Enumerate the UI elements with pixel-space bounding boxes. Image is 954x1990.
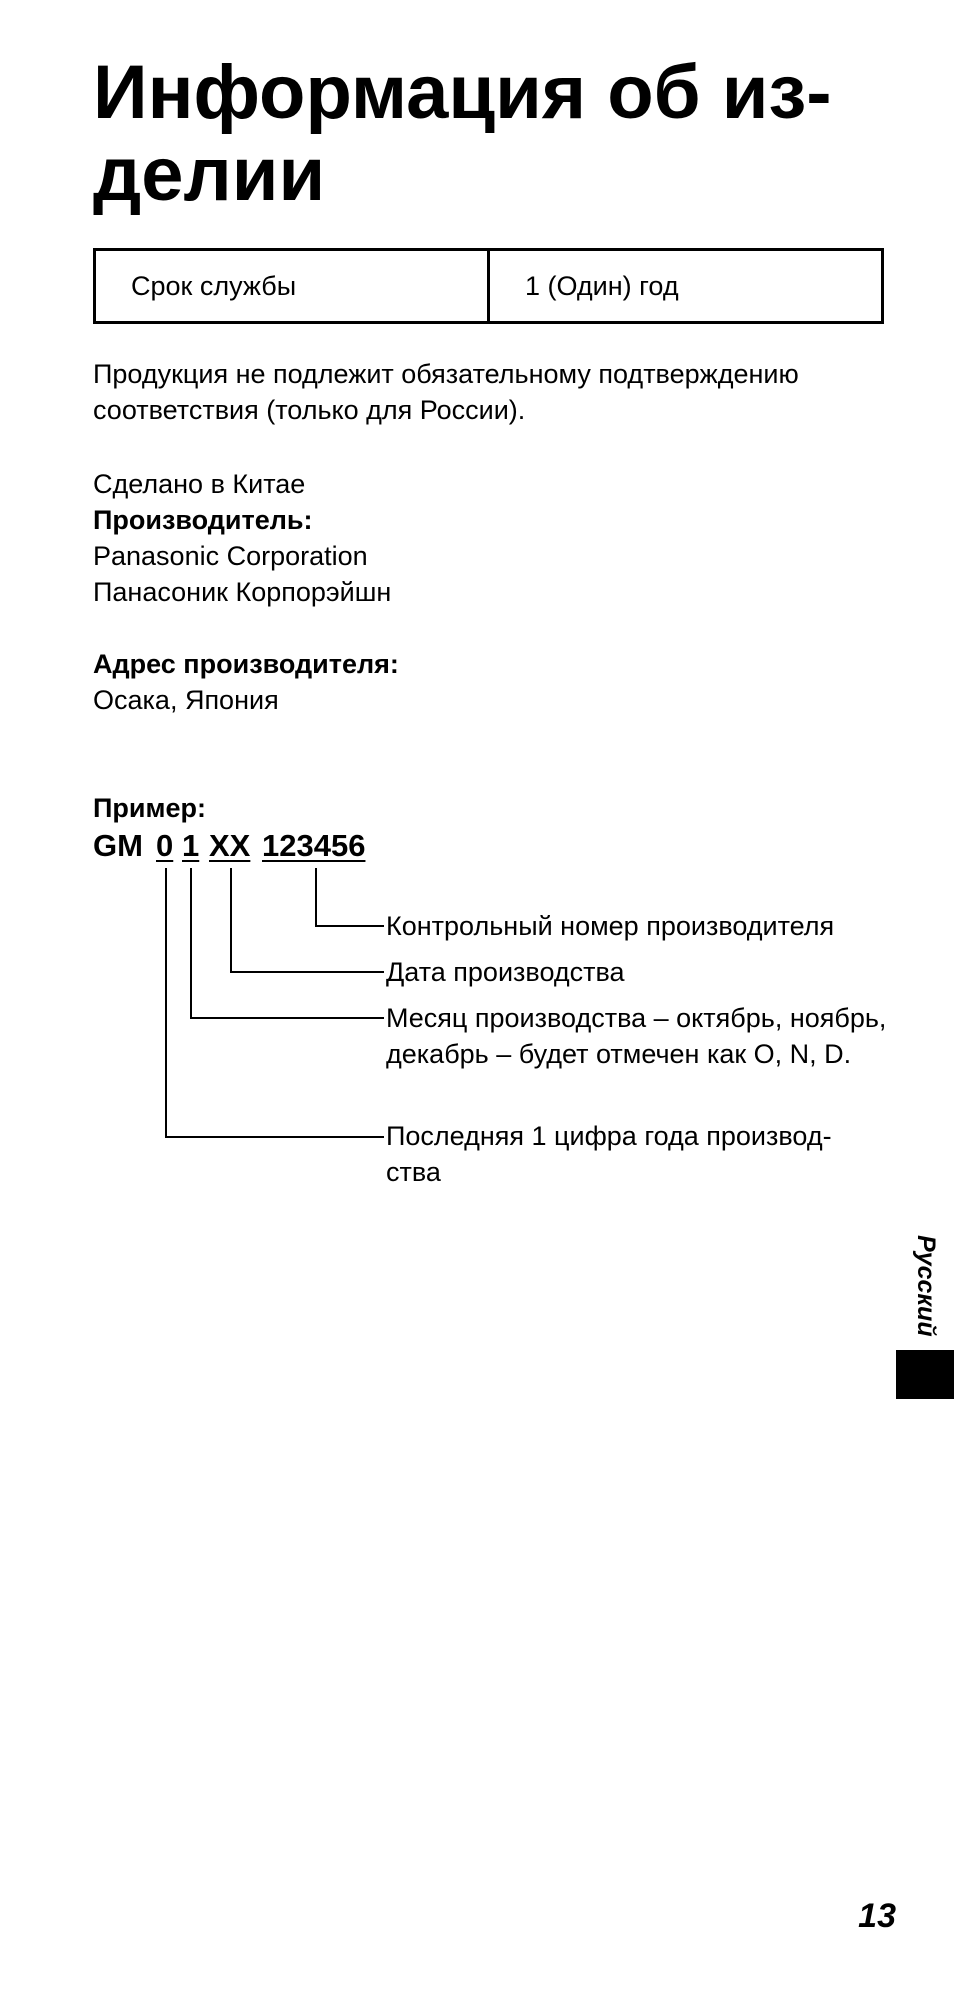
leader-year-vertical: [165, 868, 167, 1137]
language-tab-marker: [896, 1350, 954, 1399]
leader-date-horizontal: [230, 971, 384, 973]
table-row: [95, 250, 883, 323]
leader-year-horizontal: [165, 1136, 384, 1138]
leader-month-vertical: [190, 868, 192, 1018]
code-part-year: 0: [156, 828, 174, 863]
leader-month-horizontal: [190, 1017, 384, 1019]
leader-control-number-horizontal: [315, 925, 384, 927]
address-heading: Адрес производителя:: [93, 649, 399, 679]
code-part-month: 1: [182, 828, 200, 863]
manufacturer-name-en: Panasonic Corporation: [93, 541, 368, 571]
page-number: 13: [858, 1897, 896, 1935]
leader-control-number-vertical: [315, 868, 317, 926]
example-heading: Пример:: [93, 793, 206, 823]
service-life-table: [93, 248, 884, 324]
manufacturer-heading: Производитель:: [93, 505, 313, 535]
explanation-month: Месяц производства – октябрь, ноябрь, декабрь – будет отмечен как O, N, D.: [386, 1003, 887, 1069]
explanation-date: Дата производства: [386, 957, 625, 987]
code-part-control-number: 123456: [262, 828, 366, 863]
language-tab-label: Русский: [912, 1235, 940, 1337]
explanation-year: Последняя 1 цифра года производ-ства: [386, 1121, 832, 1187]
address-value: Осака, Япония: [93, 685, 279, 715]
code-part-prefix: GM: [93, 828, 143, 863]
leader-date-vertical: [230, 868, 232, 972]
explanation-control-number: Контрольный номер производителя: [386, 911, 835, 941]
origin-text: Сделано в Китае: [93, 469, 306, 499]
manufacturer-name-ru: Панасоник Корпорэйшн: [93, 577, 392, 607]
table-cell-label: Срок службы: [95, 250, 489, 323]
page-title: [93, 52, 893, 216]
certification-note: Продукция не подлежит обязательному подтверждению соответствия (только для России).: [93, 359, 799, 425]
code-part-date: XX: [209, 828, 251, 863]
page-title-text: Информация об из- делии: [93, 50, 832, 217]
table-cell-value: 1 (Один) год: [489, 250, 883, 323]
